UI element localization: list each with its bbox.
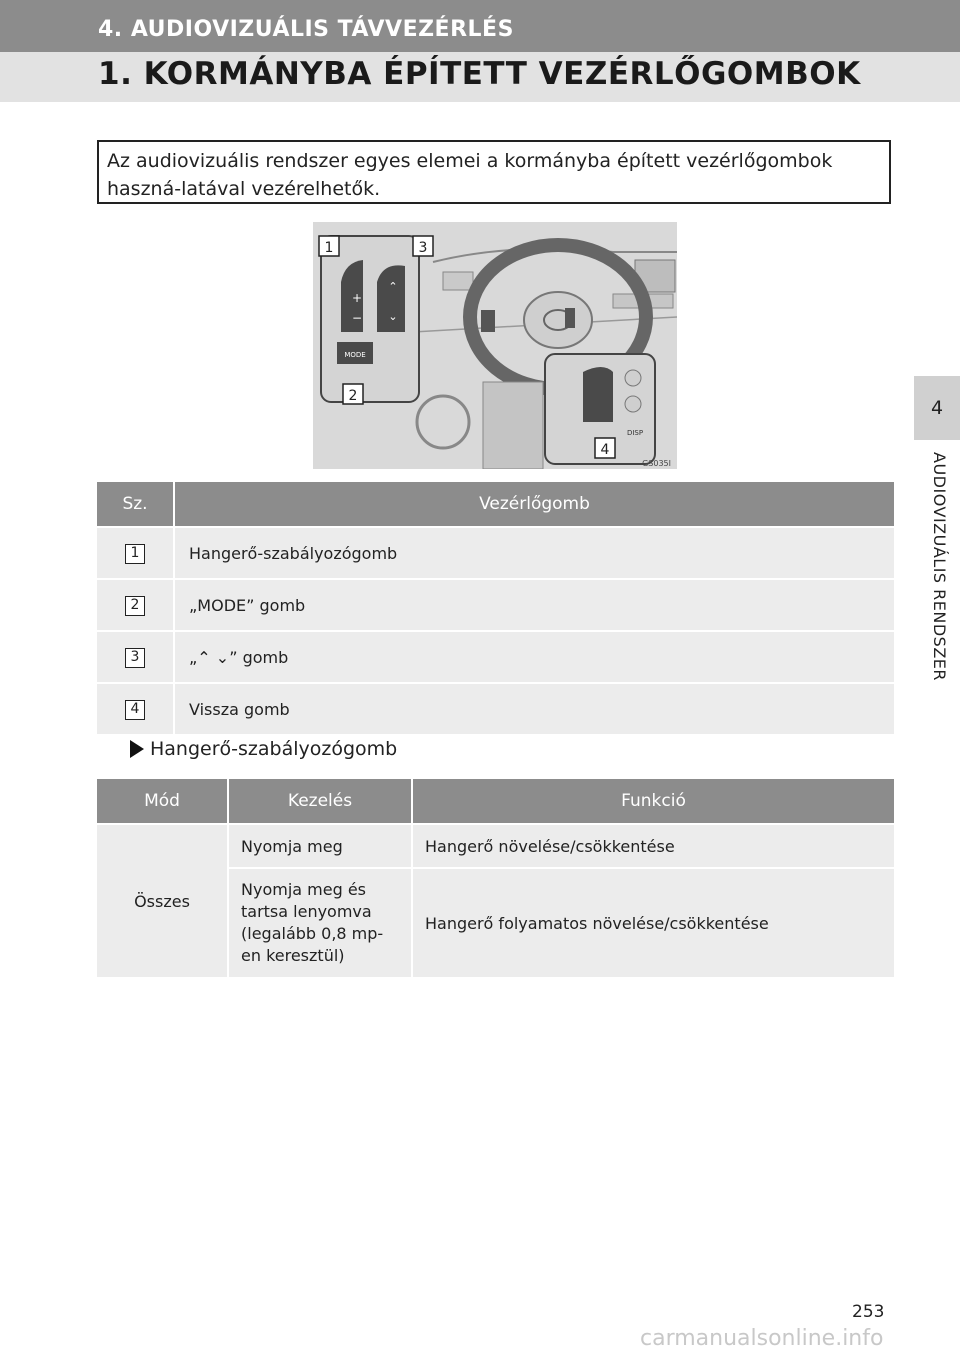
svg-text:⌄: ⌄: [388, 310, 398, 323]
number-badge: 4: [125, 700, 145, 720]
chapter-label: AUDIOVIZUÁLIS RENDSZER: [930, 452, 949, 682]
svg-text:2: 2: [348, 388, 358, 404]
col-control-header: Vezérlőgomb: [174, 482, 894, 527]
watermark: carmanualsonline.info: [640, 1326, 884, 1351]
number-badge: 1: [125, 544, 145, 564]
function-cell: Hangerő növelése/csökkentése: [412, 824, 894, 868]
col-function-header: Funkció: [412, 779, 894, 824]
table-row: [97, 527, 894, 579]
table-row: [97, 579, 894, 631]
volume-table: [97, 779, 894, 977]
sub-heading: [130, 738, 397, 760]
triangle-bullet-icon: [130, 740, 144, 758]
table-row: [97, 683, 894, 734]
mode-cell: Összes: [97, 824, 228, 977]
svg-text:3: 3: [418, 240, 428, 256]
col-operation-header: Kezelés: [228, 779, 412, 824]
control-label: „MODE” gomb: [174, 579, 894, 631]
steering-wheel-drawing: [313, 222, 677, 469]
svg-text:GS035I: GS035I: [642, 459, 671, 468]
svg-text:1: 1: [324, 240, 334, 256]
col-number-header: Sz.: [97, 482, 174, 527]
chapter-tab: 4: [914, 376, 960, 440]
controls-table: [97, 482, 894, 734]
control-label: „⌃ ⌄” gomb: [174, 631, 894, 683]
svg-text:MODE: MODE: [344, 351, 366, 359]
operation-cell: Nyomja meg: [228, 824, 412, 868]
control-label: Hangerő-szabályozógomb: [174, 527, 894, 579]
table-row: [97, 824, 894, 868]
operation-cell: Nyomja meg és tartsa lenyomva (legalább 0,8 mp-en keresztül): [228, 868, 412, 977]
svg-text:DISP: DISP: [626, 429, 644, 437]
intro-box: Az audiovizuális rendszer egyes elemei a kormányba épített vezérlőgombok haszná-latával vezérelhetők.: [97, 140, 891, 204]
svg-text:⌃: ⌃: [388, 280, 398, 293]
col-mode-header: Mód: [97, 779, 228, 824]
svg-text:−: −: [351, 311, 363, 325]
section-title: 4. AUDIOVIZUÁLIS TÁVVEZÉRLÉS: [98, 17, 514, 42]
number-badge: 3: [125, 648, 145, 668]
sub-heading-text: Hangerő-szabályozógomb: [150, 738, 398, 760]
svg-text:+: +: [351, 291, 363, 305]
page-number: 253: [852, 1302, 885, 1322]
page-title: 1. KORMÁNYBA ÉPÍTETT VEZÉRLŐGOMBOK: [98, 56, 861, 92]
table-row: [97, 631, 894, 683]
page-header: [0, 0, 960, 102]
control-label: Vissza gomb: [174, 683, 894, 734]
steering-wheel-illustration: [313, 222, 677, 469]
number-badge: 2: [125, 596, 145, 616]
function-cell: Hangerő folyamatos növelése/csökkentése: [412, 868, 894, 977]
svg-text:4: 4: [600, 442, 610, 458]
